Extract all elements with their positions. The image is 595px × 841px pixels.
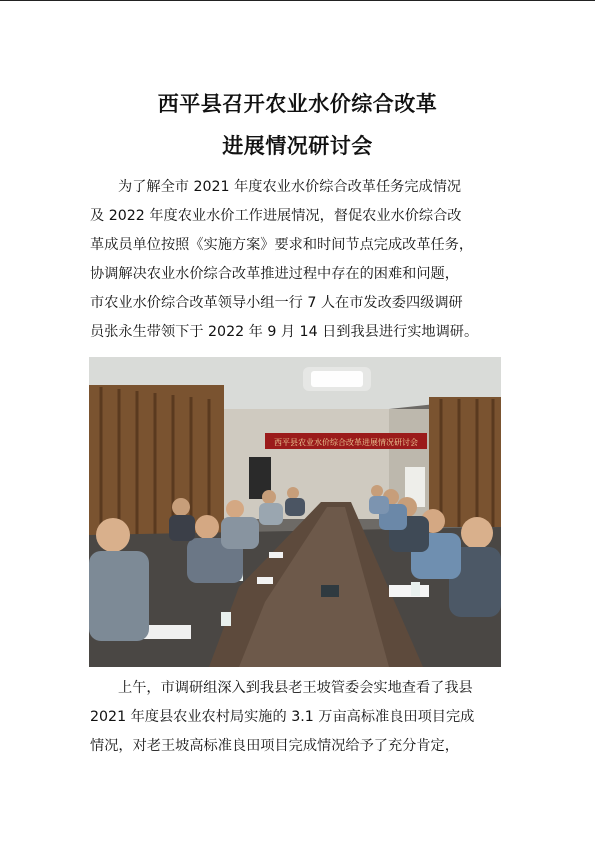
page-title-line-1: 西平县召开农业水价综合改革: [157, 92, 438, 116]
paragraph-line: 员张永生带领下于 2022 年 9 月 14 日到我县进行实地调研。: [90, 324, 479, 340]
page-title-line-2: 进展情况研讨会: [222, 134, 373, 158]
paragraph-line: 2021 年度县农业农村局实施的 3.1 万亩高标准良田项目完成: [90, 709, 475, 725]
meeting-banner-text: 西平县农业水价综合改革进展情况研讨会: [274, 438, 418, 447]
paragraph-line: 情况，对老王坡高标准良田项目完成情况给予了充分肯定，: [90, 738, 459, 754]
paragraph-line: 及 2022 年度农业水价工作进展情况，督促农业水价综合改: [90, 208, 462, 224]
paragraph-line: 协调解决农业水价综合改革推进过程中存在的困难和问题，: [90, 266, 459, 282]
paragraph-visit: [90, 674, 506, 761]
paragraph-line: 上午，市调研组深入到我县老王坡管委会实地查看了我县: [118, 680, 473, 696]
meeting-photo: [89, 357, 501, 667]
paragraph-line: 革成员单位按照《实施方案》要求和时间节点完成改革任务，: [90, 237, 474, 253]
paragraph-line: 市农业水价综合改革领导小组一行 7 人在市发改委四级调研: [90, 295, 463, 311]
page-top-border: [0, 0, 595, 1]
paragraph-line: 为了解全市 2021 年度农业水价综合改革任务完成情况: [118, 179, 462, 195]
paragraph-intro: [90, 173, 506, 347]
